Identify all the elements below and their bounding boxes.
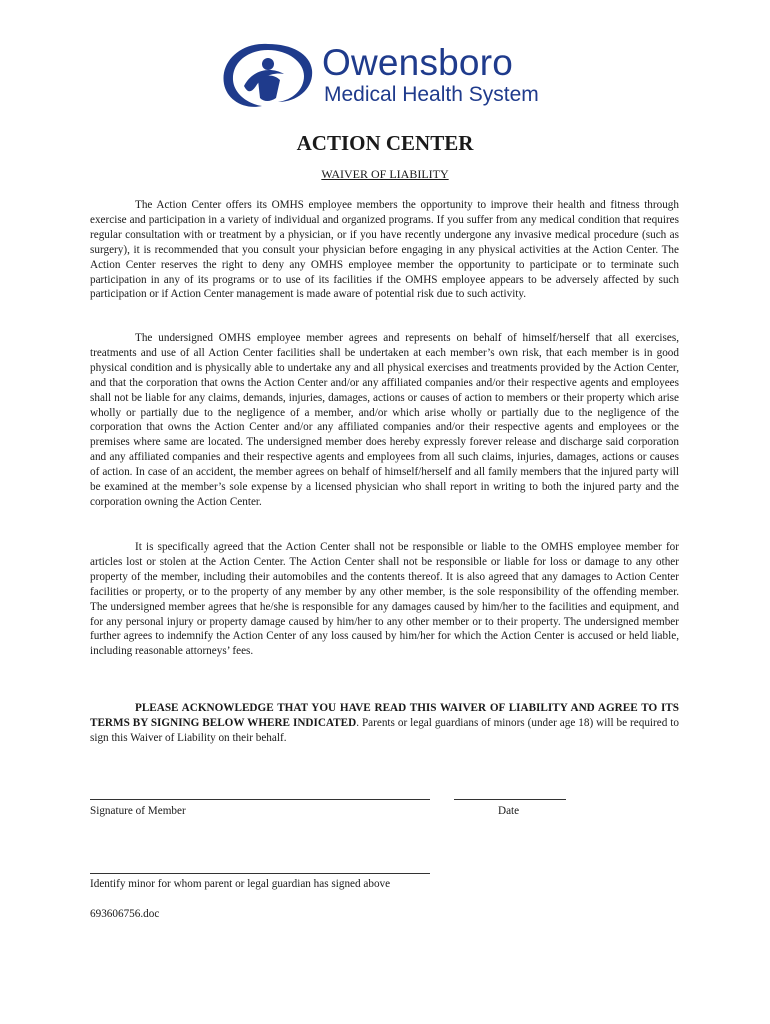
minor-label: Identify minor for whom parent or legal guardian has signed above [90,878,391,890]
acknowledgement-rest: . Parents or legal guardians of minors (under age 18) will be required to sign this Waiver of Liability on their behalf. [90,716,679,744]
member-signature-line[interactable] [90,799,430,800]
acknowledgement-bold: PLEASE ACKNOWLEDGE THAT YOU HAVE READ THIS WAIVER OF LIABILITY AND AGREE TO ITS TERMS BY SIGNING BELOW WHERE INDICATED [90,702,679,729]
logo-name: Owensboro [322,42,514,83]
date-line[interactable] [454,799,566,800]
owensboro-logo [218,40,548,112]
minor-name-line[interactable] [90,873,430,874]
document-filename: 693606756.doc [90,908,160,920]
document-title: ACTION CENTER [296,131,474,155]
owensboro-swirl-logo-icon [218,40,318,112]
logo-subtitle: Medical Health System [324,83,539,106]
paragraph-3: It is specifically agreed that the Action Center shall not be responsible or liable to the OMHS employee member for articles lost or stolen at the Action Center. The Action Center shall not be responsible or liable for loss or damage to any other property of the member, including their automobiles and the contents thereof. It is also agreed that any damages to Action Center facilities or property, or to the property of any member by any other member, is the sole responsibility of the offending member. The undersigned member agrees that he/she is responsible for any damages caused by him/her to the facilities and equipment, and for any personal injury or property damage caused by him/her to any other member or to their property. The undersigned member further agrees to indemnify the Action Center of any loss caused by him/her for which the Action Center is accused or held liable, including reasonable attorneys’ fees. [90,541,679,658]
document-subtitle: WAIVER OF LIABILITY [321,167,449,181]
date-label: Date [498,805,520,817]
paragraph-1: The Action Center offers its OMHS employee members the opportunity to improve their health and fitness through exercise and participation in a variety of individual and organized programs. If you suffer from any medical condition that requires regular consultation with or treatment by a physician, or if you have recently undergone any invasive medical procedure (such as surgery), it is recommended that you consult your physician before engaging in any physical activities at the Action Center. The Action Center reserves the right to deny any OMHS employee member the opportunity to participate or to terminate such participation in any of its programs or to use of its facilities if the OMHS employee appears to be adversely affected by such participation or if Action Center management is made aware of potential risk due to such activity. [90,199,679,301]
member-signature-label: Signature of Member [90,805,186,817]
paragraph-2: The undersigned OMHS employee member agrees and represents on behalf of himself/herself that all exercises, treatments and use of all Action Center facilities shall be undertaken at each member’s own risk, that each member is in good physical condition and is physically able to undertake any and all physical exercises and treatments provided by the Action Center, and that the corporation that owns the Action Center and/or any affiliated companies and/or their respective agents and employees shall not be liable for any claims, demands, injuries, damages, actions or causes of action to members or their property which arise wholly or partially due to the negligence of a member, and/or which arise wholly or partially due to the negligence of the corporation that owns the Action Center and/or any affiliated companies and/or their respective agents and employees or the premises where same are located. The undersigned member does hereby expressly forever release and discharge said corporation and any affiliated companies and their respective agents and employees from all such claims, injuries, damages, actions or causes of action. In case of an accident, the member agrees on behalf of himself/herself and all family members that the injured party will be examined at the member’s sole expense by a licensed physician who shall report in writing to both the injured party and the corporation owning the Action Center. [90,332,679,508]
acknowledgement-paragraph [90,701,679,746]
